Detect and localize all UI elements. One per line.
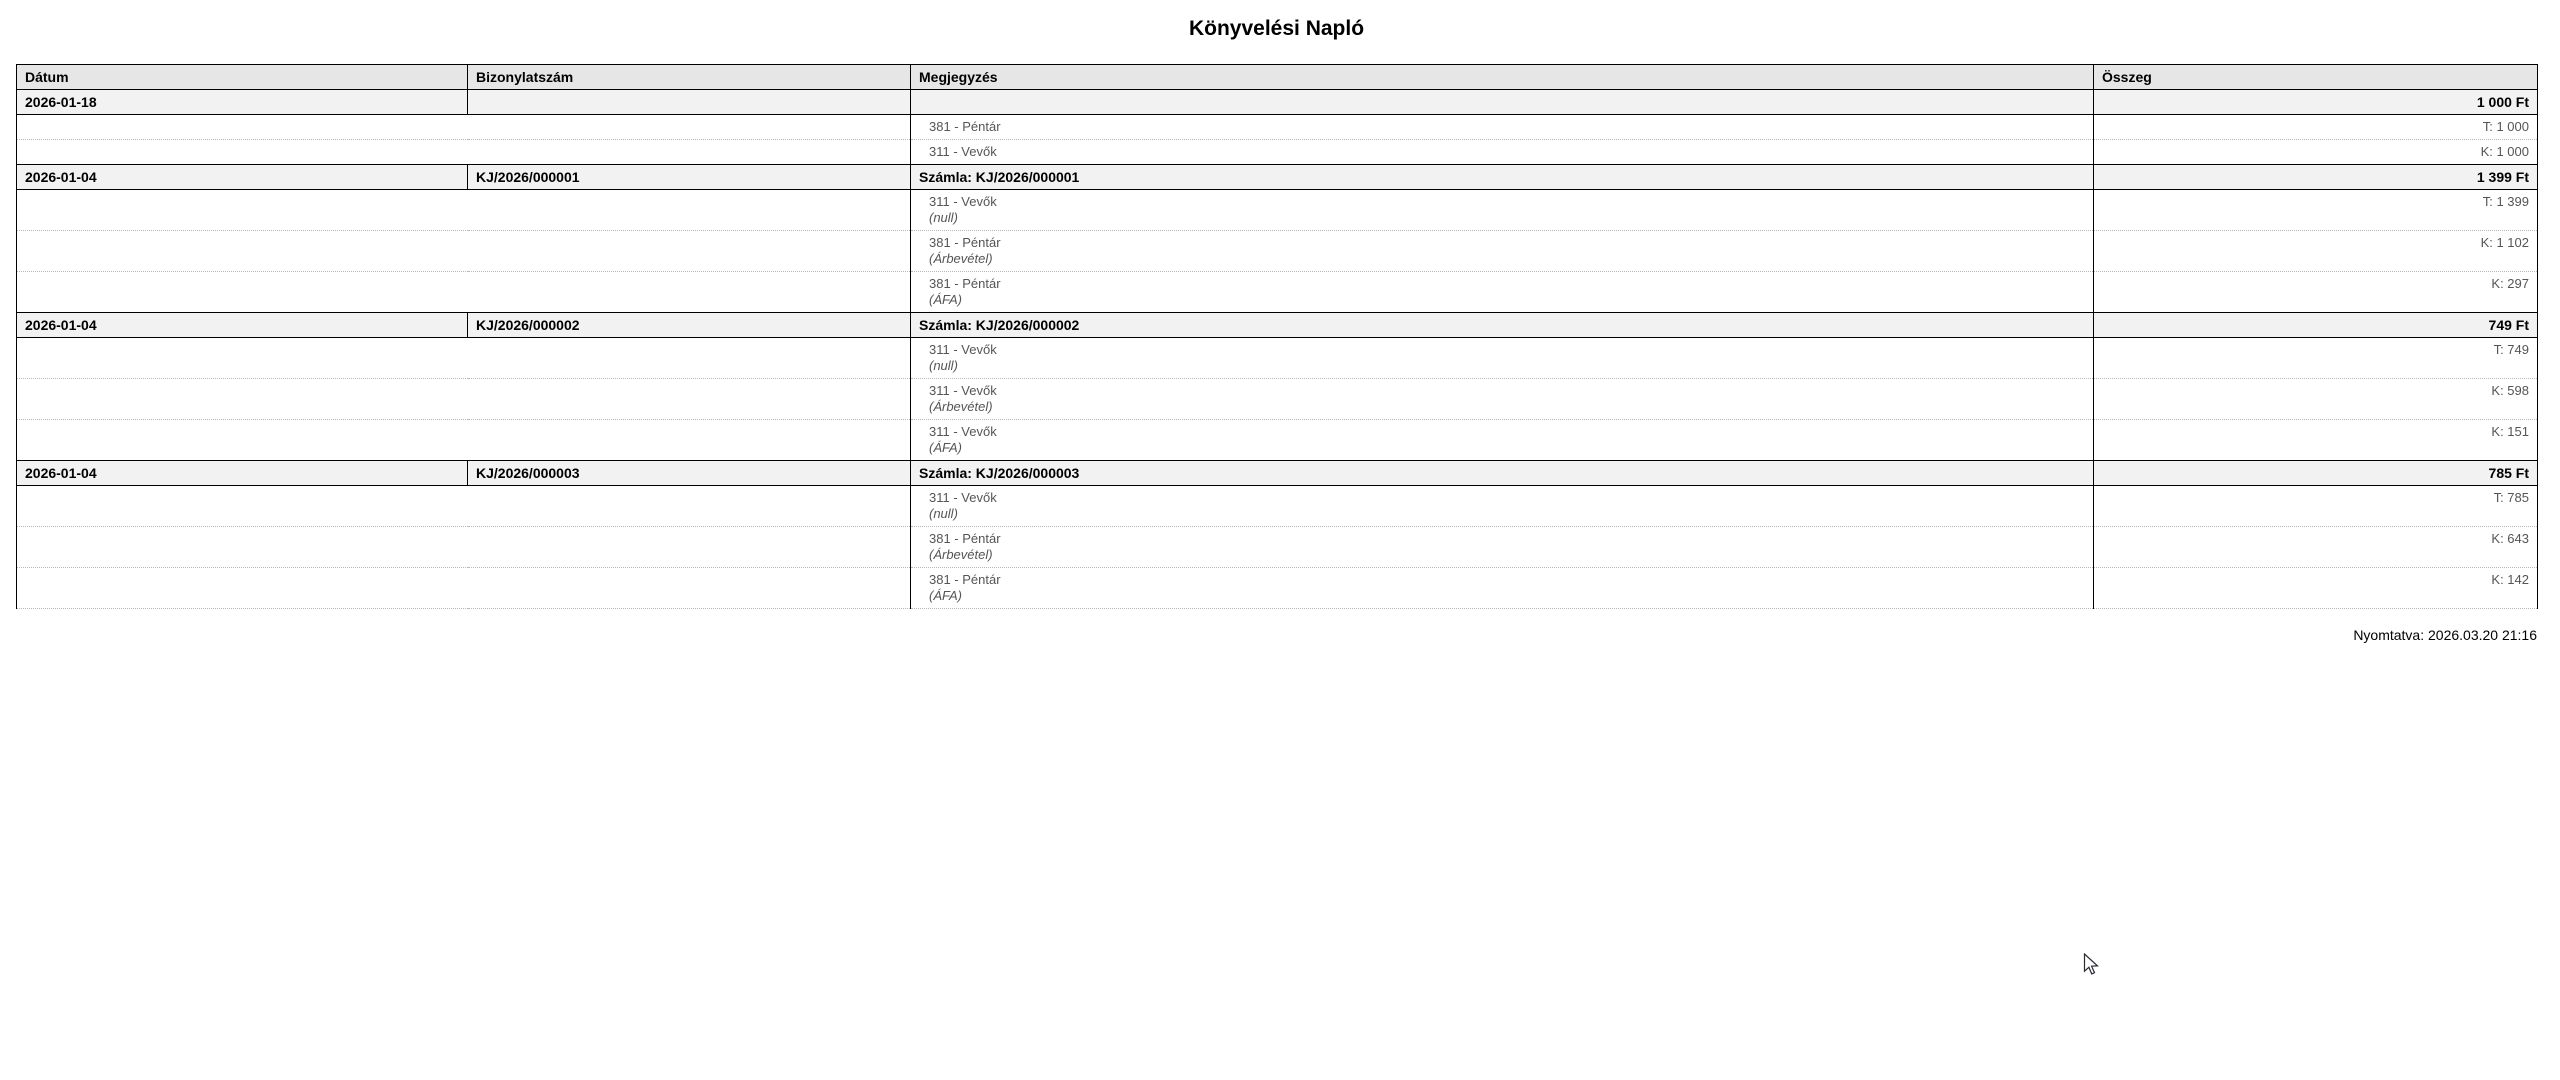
column-header-amount: Összeg	[2094, 65, 2538, 90]
printed-timestamp: Nyomtatva: 2026.03.20 21:16	[2353, 627, 2537, 643]
column-header-note: Megjegyzés	[911, 65, 2094, 90]
line-account-cell	[911, 231, 2094, 272]
journal-line-row	[17, 140, 2538, 165]
line-account-name: 311 - Vevők	[929, 490, 997, 505]
line-spacer-cell	[17, 272, 911, 313]
line-account-name: 381 - Péntár	[929, 235, 1001, 250]
line-amount-cell: K: 142	[2094, 568, 2538, 609]
journal-line-row	[17, 272, 2538, 313]
journal-line-row	[17, 420, 2538, 461]
line-account-name: 381 - Péntár	[929, 119, 1001, 134]
journal-entry-row	[17, 165, 2538, 190]
line-amount-cell: K: 1 102	[2094, 231, 2538, 272]
entry-amount: 1 000 Ft	[2094, 90, 2538, 115]
line-account-name: 311 - Vevők	[929, 194, 997, 209]
column-header-doc-number: Bizonylatszám	[468, 65, 911, 90]
line-spacer-cell	[17, 379, 911, 420]
column-header-date: Dátum	[17, 65, 468, 90]
line-account-name: 311 - Vevők	[929, 342, 997, 357]
line-amount-cell: T: 1 399	[2094, 190, 2538, 231]
line-spacer-cell	[17, 420, 911, 461]
entry-amount: 1 399 Ft	[2094, 165, 2538, 190]
entry-note	[911, 90, 2094, 115]
line-account-name: 381 - Péntár	[929, 572, 1001, 587]
line-spacer-cell	[17, 338, 911, 379]
journal-entry-row	[17, 461, 2538, 486]
line-account-cell	[911, 115, 2094, 140]
journal-line-row	[17, 115, 2538, 140]
line-account-cell	[911, 486, 2094, 527]
line-amount-cell: K: 643	[2094, 527, 2538, 568]
entry-amount: 785 Ft	[2094, 461, 2538, 486]
line-amount-cell: K: 598	[2094, 379, 2538, 420]
entry-note: Számla: KJ/2026/000003	[911, 461, 2094, 486]
line-amount-cell: K: 1 000	[2094, 140, 2538, 165]
line-account-cell	[911, 527, 2094, 568]
line-account-tag: (null)	[929, 358, 958, 373]
journal-line-row	[17, 190, 2538, 231]
line-amount-cell: K: 297	[2094, 272, 2538, 313]
line-spacer-cell	[17, 190, 911, 231]
entry-amount: 749 Ft	[2094, 313, 2538, 338]
entry-note: Számla: KJ/2026/000001	[911, 165, 2094, 190]
line-spacer-cell	[17, 527, 911, 568]
page-title: Könyvelési Napló	[1188, 17, 1365, 40]
line-account-cell	[911, 190, 2094, 231]
line-account-name: 381 - Péntár	[929, 276, 1001, 291]
line-account-cell	[911, 420, 2094, 461]
line-account-tag: (Árbevétel)	[929, 251, 993, 266]
line-account-tag: (Árbevétel)	[929, 399, 993, 414]
journal-line-row	[17, 379, 2538, 420]
line-account-cell	[911, 140, 2094, 165]
journal-line-row	[17, 527, 2538, 568]
line-spacer-cell	[17, 140, 911, 165]
line-account-name: 311 - Vevők	[929, 144, 997, 159]
entry-date: 2026-01-04	[17, 461, 468, 486]
line-spacer-cell	[17, 568, 911, 609]
entry-doc-number: KJ/2026/000002	[468, 313, 911, 338]
entry-note: Számla: KJ/2026/000002	[911, 313, 2094, 338]
journal-entry-row	[17, 313, 2538, 338]
journal-line-row	[17, 231, 2538, 272]
entry-date: 2026-01-04	[17, 313, 468, 338]
line-amount-cell: T: 749	[2094, 338, 2538, 379]
table-header-row	[17, 65, 2538, 90]
line-account-tag: (null)	[929, 210, 958, 225]
entry-doc-number	[468, 90, 911, 115]
line-account-name: 311 - Vevők	[929, 424, 997, 439]
line-spacer-cell	[17, 231, 911, 272]
line-account-cell	[911, 272, 2094, 313]
entry-date: 2026-01-18	[17, 90, 468, 115]
line-account-cell	[911, 338, 2094, 379]
line-spacer-cell	[17, 115, 911, 140]
journal-table	[16, 64, 2538, 609]
journal-line-row	[17, 568, 2538, 609]
line-account-tag: (Árbevétel)	[929, 547, 993, 562]
line-amount-cell: T: 785	[2094, 486, 2538, 527]
journal-report	[16, 16, 2537, 643]
line-account-tag: (ÁFA)	[929, 292, 962, 307]
line-account-tag: (ÁFA)	[929, 440, 962, 455]
journal-line-row	[17, 338, 2538, 379]
line-account-name: 311 - Vevők	[929, 383, 997, 398]
journal-entry-row	[17, 90, 2538, 115]
line-account-tag: (ÁFA)	[929, 588, 962, 603]
line-account-cell	[911, 379, 2094, 420]
entry-doc-number: KJ/2026/000001	[468, 165, 911, 190]
line-account-tag: (null)	[929, 506, 958, 521]
entry-date: 2026-01-04	[17, 165, 468, 190]
mouse-cursor-icon	[2083, 953, 2105, 977]
line-account-name: 381 - Péntár	[929, 531, 1001, 546]
journal-line-row	[17, 486, 2538, 527]
entry-doc-number: KJ/2026/000003	[468, 461, 911, 486]
line-account-cell	[911, 568, 2094, 609]
line-amount-cell: K: 151	[2094, 420, 2538, 461]
line-amount-cell: T: 1 000	[2094, 115, 2538, 140]
line-spacer-cell	[17, 486, 911, 527]
